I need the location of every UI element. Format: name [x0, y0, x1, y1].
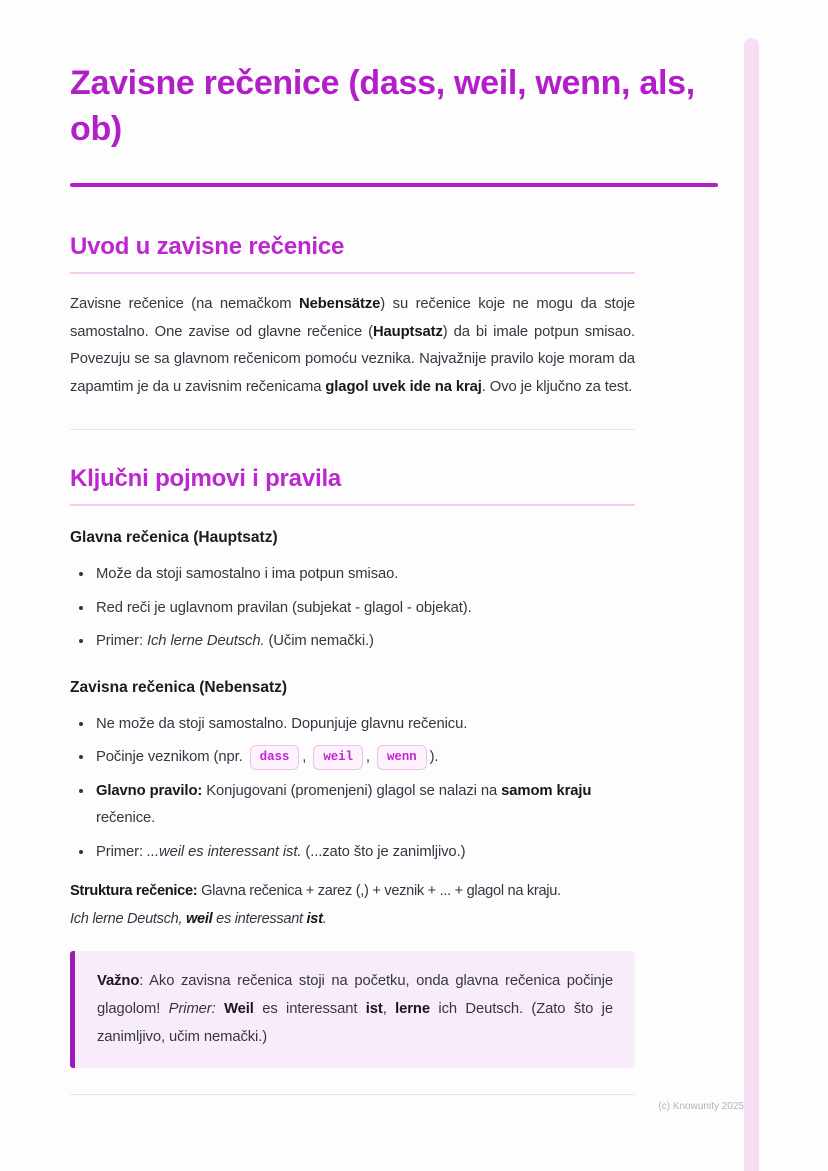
- text-run: Struktura rečenice:: [70, 883, 198, 899]
- text-run: es interessant: [253, 1001, 366, 1017]
- bottom-divider: [70, 1094, 635, 1095]
- conjunction-chip: wenn: [377, 745, 427, 770]
- text-run: ich Deutsch. (Zato što je zanimljivo, učim nemački.): [97, 1001, 613, 1045]
- list-item: [94, 778, 635, 833]
- text-run: ...weil es interessant ist.: [147, 843, 302, 860]
- text-run: Red reči je uglavnom pravilan (subjekat - glagol - objekat).: [96, 599, 472, 616]
- text-run: ,: [382, 1001, 396, 1017]
- text-run: glagol uvek ide na kraj: [325, 378, 482, 395]
- hauptsatz-subheading: Glavna rečenica (Hauptsatz): [70, 529, 278, 546]
- text-run: rečenice.: [96, 810, 156, 826]
- text-run: Ne može da stoji samostalno. Dopunjuje glavnu rečenicu.: [96, 715, 468, 732]
- intro-paragraph: [70, 291, 635, 401]
- text-run: Glavno pravilo:: [96, 782, 203, 799]
- document-content: [70, 0, 695, 1095]
- structure-paragraph: [70, 878, 635, 933]
- text-run: ) su rečenice koje ne mogu da stoje samostalno. One zavise od glavne rečenice (: [70, 296, 636, 340]
- text-run: ist: [365, 1001, 383, 1017]
- text-run: Konjugovani (promenjeni) glagol se nalazi na: [202, 782, 502, 799]
- text-run: Važno: [97, 973, 140, 989]
- nebensatz-subheading: Zavisna rečenica (Nebensatz): [70, 678, 288, 696]
- footer-credit: (c) Knowunity 2025: [658, 1101, 744, 1112]
- list-item: [94, 744, 635, 772]
- text-run: ,: [302, 749, 311, 765]
- section-divider: [70, 429, 635, 430]
- hauptsatz-bullet-list: [70, 561, 635, 656]
- document-title: Zavisne rečenice (dass, weil, wenn, als, ob): [70, 64, 695, 148]
- rules-heading-underline: [70, 504, 635, 506]
- text-run: ist: [306, 910, 323, 927]
- conjunction-chip: weil: [313, 745, 363, 770]
- list-item: [94, 561, 635, 589]
- text-run: ,: [365, 749, 374, 765]
- list-item: [94, 711, 635, 739]
- text-run: Nebensätze: [299, 296, 381, 312]
- text-run: es interessant: [212, 910, 307, 927]
- scrollbar[interactable]: [744, 38, 759, 1171]
- conjunction-chip: dass: [250, 745, 300, 770]
- text-run: Zavisne rečenice (na nemačkom: [70, 296, 300, 312]
- callout-text: [97, 967, 613, 1051]
- important-callout: [70, 951, 635, 1068]
- text-run: Glavna rečenica + zarez (,) + veznik + ... + glagol na kraju.: [197, 883, 561, 899]
- text-run: samom kraju: [501, 782, 592, 799]
- text-run: lerne: [395, 1001, 430, 1017]
- text-run: Ich lerne Deutsch.: [147, 633, 265, 649]
- text-run: .: [322, 910, 327, 927]
- text-run: Ich lerne Deutsch,: [70, 910, 186, 927]
- text-run: Primer:: [96, 633, 147, 649]
- text-run: Hauptsatz: [372, 323, 443, 340]
- rules-heading: Ključni pojmovi i pravila: [70, 465, 342, 492]
- text-run: ).: [429, 749, 439, 765]
- intro-heading: Uvod u zavisne rečenice: [70, 233, 345, 260]
- intro-heading-underline: [70, 272, 635, 274]
- text-run: Primer:: [96, 843, 147, 860]
- section-intro: [70, 232, 635, 401]
- text-run: Weil: [224, 1001, 254, 1017]
- nebensatz-bullet-list: [70, 711, 635, 867]
- text-run: Može da stoji samostalno i ima potpun smisao.: [96, 566, 399, 582]
- text-run: (Učim nemački.): [264, 633, 374, 649]
- text-run: weil: [185, 910, 213, 927]
- text-run: ) da bi imale potpun smisao. Povezuju se sa glavnom rečenicom pomoću veznika. Najvažnije pravilo koje moram da zapamtim je da u zavisnim rečenicama: [70, 323, 635, 395]
- text-run: (...zato što je zanimljivo.): [301, 843, 466, 860]
- list-item: [94, 595, 635, 623]
- text-run: . Ovo je ključno za test.: [481, 378, 633, 395]
- section-rules: [70, 464, 635, 1095]
- title-rule: [70, 183, 718, 187]
- text-run: [216, 1001, 224, 1017]
- text-run: Počinje veznikom (npr.: [96, 749, 247, 765]
- text-run: Primer:: [168, 1001, 216, 1017]
- list-item: [94, 839, 635, 867]
- text-run: : Ako zavisna rečenica stoji na početku, onda glavna rečenica počinje glagolom!: [97, 973, 613, 1017]
- list-item: [94, 628, 635, 656]
